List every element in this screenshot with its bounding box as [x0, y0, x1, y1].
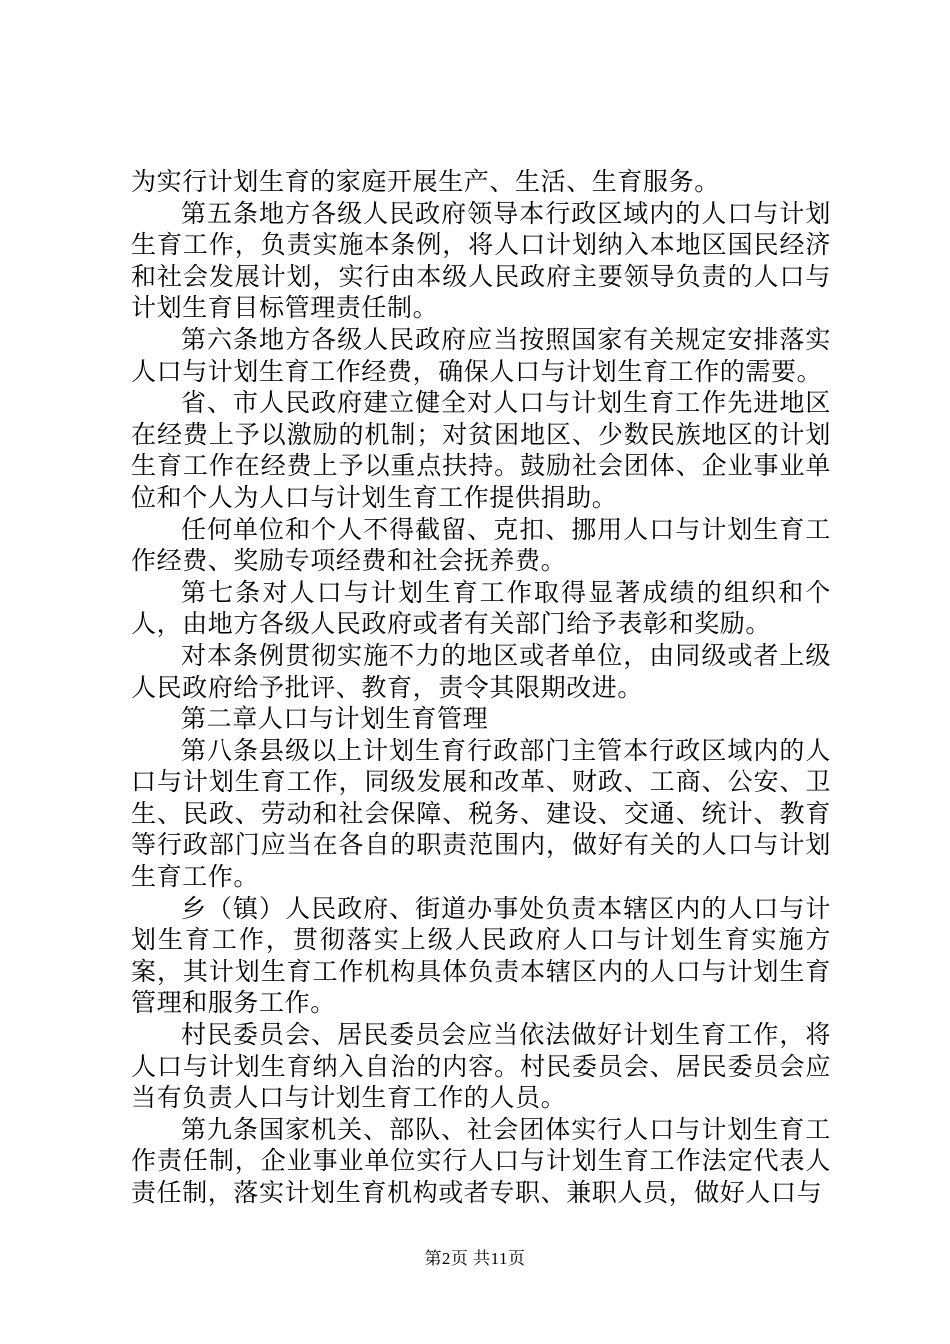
paragraph-article-6: 第六条地方各级人民政府应当按照国家有关规定安排落实人口与计划生育工作经费，确保人口与计划生育工作的需要。 — [131, 324, 831, 386]
paragraph-article-8: 第八条县级以上计划生育行政部门主管本行政区域内的人口与计划生育工作，同级发展和改革、财政、工商、公安、卫生、民政、劳动和社会保障、税务、建设、交通、统计、教育等行政部门应当在各自的职责范围内，做好有关的人口与计划生育工作。 — [131, 735, 831, 892]
paragraph-article-9: 第九条国家机关、部队、社会团体实行人口与计划生育工作责任制，企业事业单位实行人口与计划生育工作法定代表人责任制，落实计划生育机构或者专职、兼职人员，做好人口与 — [131, 1114, 831, 1207]
paragraph-committees: 村民委员会、居民委员会应当依法做好计划生育工作，将人口与计划生育纳入自治的内容。村民委员会、居民委员会应当有负责人口与计划生育工作的人员。 — [131, 1020, 831, 1113]
paragraph-criticism: 对本条例贯彻实施不力的地区或者单位，由同级或者上级人民政府给予批评、教育，责令其限期改进。 — [131, 640, 831, 702]
paragraph-township: 乡（镇）人民政府、街道办事处负责本辖区内的人口与计划生育工作，贯彻落实上级人民政府人口与计划生育实施方案，其计划生育工作机构具体负责本辖区内的人口与计划生育管理和服务工作。 — [131, 893, 831, 1018]
document-body — [131, 166, 831, 1209]
paragraph-article-7: 第七条对人口与计划生育工作取得显著成绩的组织和个人，由地方各级人民政府或者有关部门给予表彰和奖励。 — [131, 577, 831, 639]
paragraph-1: 为实行计划生育的家庭开展生产、生活、生育服务。 — [131, 167, 720, 196]
paragraph-funds-prohibition: 任何单位和个人不得截留、克扣、挪用人口与计划生育工作经费、奖励专项经费和社会抚养费。 — [131, 514, 831, 576]
paragraph-article-5: 第五条地方各级人民政府领导本行政区域内的人口与计划生育工作，负责实施本条例，将人口计划纳入本地区国民经济和社会发展计划，实行由本级人民政府主要领导负责的人口与计划生育目标管理责任制。 — [131, 198, 831, 323]
page-footer: 第2页 共11页 — [424, 1249, 526, 1268]
paragraph-provincial-incentives: 省、市人民政府建立健全对人口与计划生育工作先进地区在经费上予以激励的机制；对贫困地区、少数民族地区的计划生育工作在经费上予以重点扶持。鼓励社会团体、企业事业单位和个人为人口与计划生育工作提供捐助。 — [131, 388, 831, 512]
chapter-heading: 第二章人口与计划生育管理 — [181, 704, 489, 734]
